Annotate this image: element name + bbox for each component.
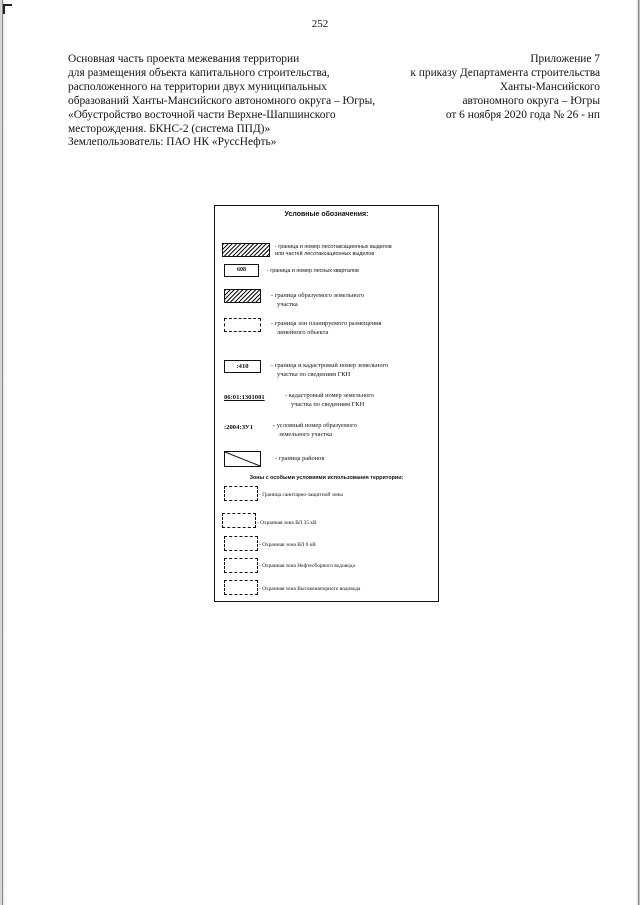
legend-symbol-cadastral-number: 86:01:1301001 (224, 394, 265, 401)
legend-symbol-hatched-plot (224, 289, 261, 303)
header-right-line: Ханты-Мансийского (499, 80, 600, 93)
header-left-line: расположенного на территории двух муниципальных (68, 80, 327, 93)
header-right-line: Приложение 7 (530, 53, 600, 65)
scan-left-edge (0, 0, 7, 905)
scan-right-edge (636, 0, 640, 905)
legend-symbol-hatched (222, 243, 270, 257)
legend-symbol-dashed (224, 318, 261, 332)
legend-symbol-label: 608 (237, 267, 246, 273)
header-right-line: от 6 ноября 2020 года № 26 - нп (445, 108, 600, 121)
legend-title: Условные обозначения: (284, 211, 369, 218)
zone-symbol-dashed (224, 486, 258, 501)
header-right-line: автономного округа – Югры (462, 94, 600, 107)
header-left-block (68, 53, 376, 150)
header-left-line: месторождения. БКНС-2 (система ППД)» (68, 122, 271, 135)
page-number: 252 (311, 18, 329, 30)
legend-symbol-label: :410 (236, 363, 249, 370)
legend-symbol-district-border (224, 451, 261, 467)
zone-symbol-dashed (222, 513, 256, 528)
legend-symbol-cadastral-box (224, 360, 261, 373)
header-left-line: Основная часть проекта межевания территории (68, 53, 300, 65)
header-left-line: для размещения объекта капитального строительства, (68, 66, 330, 79)
zone-symbol-dashed (224, 558, 258, 573)
zones-section-title: Зоны с особыми условиями использования территории: (249, 475, 404, 481)
legend-symbol-conditional-number: :2004:ЗУ1 (224, 424, 254, 431)
corner-mark (3, 4, 5, 14)
header-left-line: Землепользователь: ПАО НК «РуссНефть» (68, 136, 277, 149)
header-left-line: образований Ханты-Мансийского автономного округа – Югры, (68, 94, 376, 107)
zone-symbol-dashed (224, 580, 258, 595)
zone-symbol-dashed (224, 536, 258, 551)
legend-symbol-dotted (224, 264, 259, 277)
header-right-block (360, 53, 600, 123)
header-right-line: к приказу Департамента строительства (410, 66, 600, 79)
legend-box: Условные обозначения: - граница и номер лесотаксационных выделов или частей лесотаксационных выделов 608 - граница и номер лесных кварталов - граница образуемого земельного участка - граница зон планируемого размещения линейного объекта :410 - граница и кадастровый номер земельного участка по сведениям ГКН 86:01:1301001 - кадастровый номер земельного участка по сведениям ГКН :2004:ЗУ1 - условный номер образуемого земельного участка - граница районов Зоны с особыми условиями использования территории: - Граница санитарно-защитной зоны - Охранная зона ВЛ 35 кВ - Охранная зона ВЛ 6 кВ - Охранная зона Нефтесборного водовода - Охранная зона Высоконапорного водовода (214, 205, 439, 602)
header-left-line: «Обустройство восточной части Верхне-Шапшинского (68, 108, 336, 121)
